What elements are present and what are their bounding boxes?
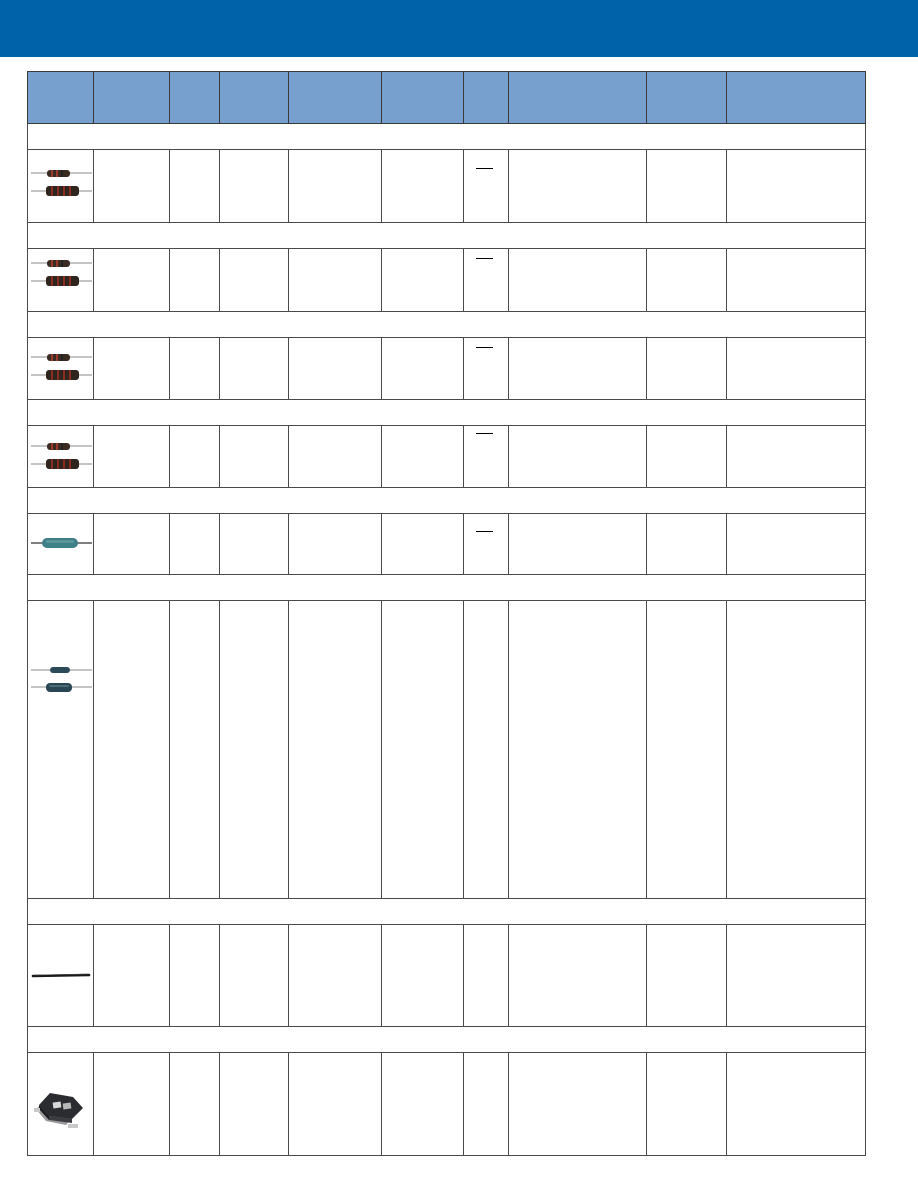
cell — [727, 925, 866, 1027]
axial-resistor-pair-icon — [28, 249, 94, 308]
section-title — [28, 223, 866, 249]
section-header-row — [28, 124, 866, 150]
cell — [94, 514, 170, 575]
cell — [509, 514, 647, 575]
cell — [647, 925, 727, 1027]
cell — [170, 249, 220, 312]
cell — [220, 925, 289, 1027]
component-image-cell — [28, 338, 94, 400]
section-header-row — [28, 488, 866, 514]
section-header-row — [28, 1027, 866, 1053]
cell — [647, 1053, 727, 1156]
section-header-row — [28, 223, 866, 249]
cell — [94, 925, 170, 1027]
dash-mark — [476, 531, 493, 532]
section-header-row — [28, 400, 866, 426]
cell — [94, 338, 170, 400]
cell — [289, 150, 382, 223]
table-row — [28, 1053, 866, 1156]
section-header-row — [28, 575, 866, 601]
cell — [289, 338, 382, 400]
component-image-cell — [28, 150, 94, 223]
column-header — [28, 72, 94, 124]
cell — [289, 426, 382, 488]
dash-cell — [464, 338, 509, 400]
cell — [727, 426, 866, 488]
dash-cell — [464, 150, 509, 223]
component-image-cell — [28, 1053, 94, 1156]
cell — [382, 426, 464, 488]
dash-mark — [476, 258, 493, 259]
cell — [170, 150, 220, 223]
cell — [509, 249, 647, 312]
cell — [647, 601, 727, 899]
cell — [382, 1053, 464, 1156]
cell — [289, 514, 382, 575]
cell — [509, 925, 647, 1027]
component-image-cell — [28, 601, 94, 899]
cell — [220, 338, 289, 400]
axial-resistor-pair-icon — [28, 426, 94, 484]
cell — [509, 338, 647, 400]
dash-cell — [464, 426, 509, 488]
column-header — [94, 72, 170, 124]
cell — [727, 514, 866, 575]
cell — [382, 925, 464, 1027]
cell — [647, 426, 727, 488]
table-row — [28, 514, 866, 575]
column-header — [647, 72, 727, 124]
cell — [727, 249, 866, 312]
cell — [289, 1053, 382, 1156]
cell — [94, 249, 170, 312]
cell — [289, 601, 382, 899]
dash-cell — [464, 249, 509, 312]
axial-resistor-pair-icon — [28, 338, 94, 396]
component-image-cell — [28, 426, 94, 488]
cell — [94, 426, 170, 488]
cell — [382, 601, 464, 899]
cell — [220, 1053, 289, 1156]
cell — [170, 338, 220, 400]
cell — [289, 249, 382, 312]
cell — [94, 1053, 170, 1156]
green-axial-resistor-icon — [28, 514, 94, 571]
component-image-cell — [28, 514, 94, 575]
section-header-row — [28, 312, 866, 338]
section-title — [28, 1027, 866, 1053]
cell — [509, 426, 647, 488]
cell — [382, 150, 464, 223]
cell — [464, 601, 509, 899]
section-title — [28, 124, 866, 150]
column-header — [464, 72, 509, 124]
dash-mark — [476, 168, 493, 169]
dash-mark — [476, 347, 493, 348]
table-row — [28, 426, 866, 488]
cell — [464, 925, 509, 1027]
cell — [509, 1053, 647, 1156]
blue-axial-resistor-pair-icon — [28, 601, 94, 895]
cell — [382, 249, 464, 312]
section-title — [28, 899, 866, 925]
axial-resistor-pair-icon — [28, 150, 94, 219]
table-row — [28, 249, 866, 312]
column-header — [509, 72, 647, 124]
top-banner — [0, 0, 918, 57]
cell — [727, 1053, 866, 1156]
cell — [647, 338, 727, 400]
cell — [220, 426, 289, 488]
component-image-cell — [28, 925, 94, 1027]
cell — [509, 601, 647, 899]
cell — [647, 514, 727, 575]
column-header — [170, 72, 220, 124]
cell — [727, 150, 866, 223]
dash-mark — [476, 433, 493, 434]
table-header-row — [28, 72, 866, 124]
cell — [220, 601, 289, 899]
dash-cell — [464, 514, 509, 575]
cell — [382, 514, 464, 575]
cell — [220, 150, 289, 223]
column-header — [382, 72, 464, 124]
cell — [170, 514, 220, 575]
surface-mount-package-icon — [28, 1053, 94, 1152]
table-row — [28, 925, 866, 1027]
cell — [382, 338, 464, 400]
table-row — [28, 150, 866, 223]
section-title — [28, 488, 866, 514]
component-image-cell — [28, 249, 94, 312]
cell — [94, 601, 170, 899]
cell — [94, 150, 170, 223]
section-title — [28, 312, 866, 338]
column-header — [727, 72, 866, 124]
section-title — [28, 400, 866, 426]
cell — [464, 1053, 509, 1156]
cell — [170, 426, 220, 488]
cell — [509, 150, 647, 223]
cell — [647, 150, 727, 223]
table-row — [28, 338, 866, 400]
cell — [289, 925, 382, 1027]
section-title — [28, 575, 866, 601]
cell — [727, 338, 866, 400]
table-row — [28, 601, 866, 899]
cell — [170, 925, 220, 1027]
cell — [647, 249, 727, 312]
cell — [220, 514, 289, 575]
cell — [170, 601, 220, 899]
column-header — [289, 72, 382, 124]
cell — [727, 601, 866, 899]
cell — [220, 249, 289, 312]
column-header — [220, 72, 289, 124]
component-table — [27, 71, 866, 1156]
thin-rod-resistor-icon — [28, 925, 94, 1023]
cell — [170, 1053, 220, 1156]
section-header-row — [28, 899, 866, 925]
